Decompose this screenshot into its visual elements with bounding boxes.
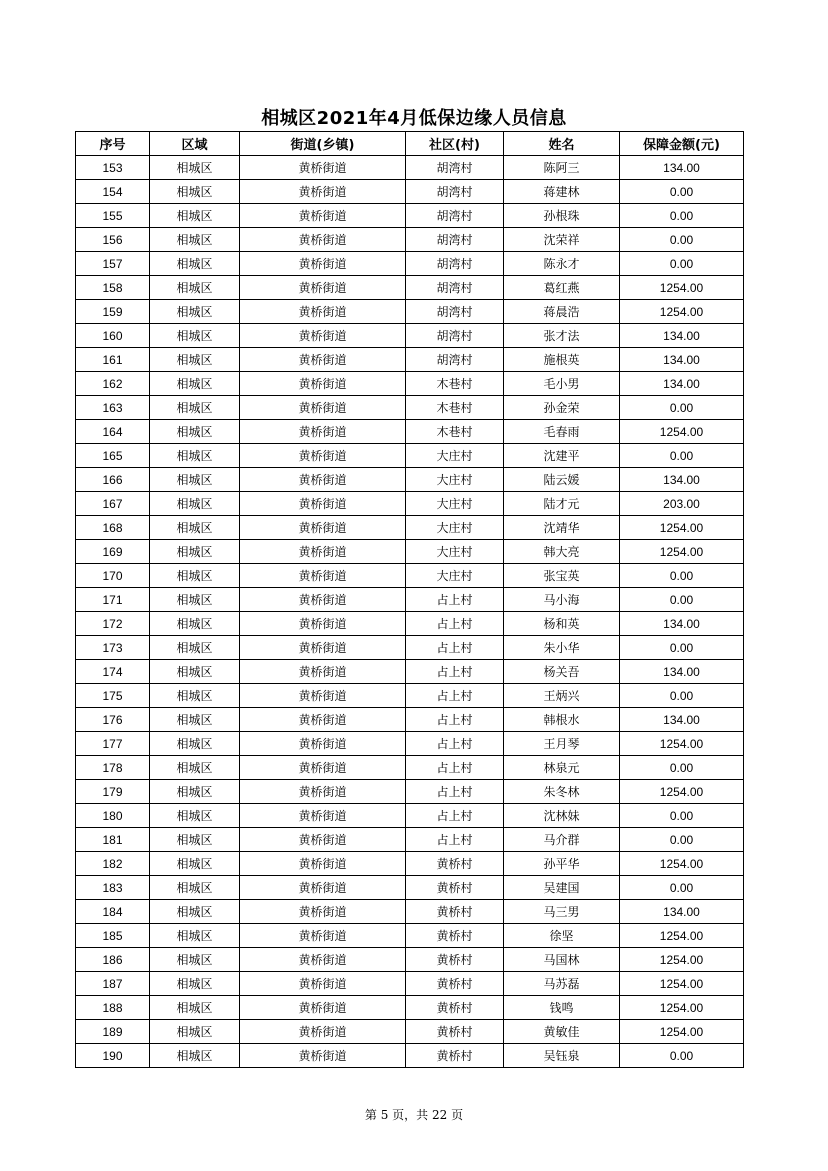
table-row: [76, 300, 744, 324]
table-row: [76, 876, 744, 900]
cell-community: 大庄村: [406, 492, 504, 516]
cell-community: 木巷村: [406, 372, 504, 396]
cell-amount: 0.00: [620, 828, 744, 852]
cell-serial: 164: [76, 420, 150, 444]
cell-street: 黄桥街道: [240, 324, 406, 348]
table-row: [76, 252, 744, 276]
cell-serial: 161: [76, 348, 150, 372]
cell-amount: 0.00: [620, 876, 744, 900]
table-row: [76, 828, 744, 852]
cell-district: 相城区: [150, 444, 240, 468]
cell-district: 相城区: [150, 1044, 240, 1068]
table-row: [76, 1044, 744, 1068]
cell-community: 大庄村: [406, 564, 504, 588]
cell-name: 陆才元: [504, 492, 620, 516]
cell-street: 黄桥街道: [240, 828, 406, 852]
cell-street: 黄桥街道: [240, 516, 406, 540]
cell-name: 孙金荣: [504, 396, 620, 420]
cell-district: 相城区: [150, 420, 240, 444]
cell-serial: 184: [76, 900, 150, 924]
cell-community: 黄桥村: [406, 852, 504, 876]
cell-name: 毛春雨: [504, 420, 620, 444]
cell-serial: 178: [76, 756, 150, 780]
cell-name: 蒋建林: [504, 180, 620, 204]
cell-amount: 0.00: [620, 444, 744, 468]
cell-community: 占上村: [406, 780, 504, 804]
table-row: [76, 540, 744, 564]
cell-street: 黄桥街道: [240, 804, 406, 828]
cell-district: 相城区: [150, 468, 240, 492]
cell-serial: 162: [76, 372, 150, 396]
cell-district: 相城区: [150, 372, 240, 396]
cell-name: 马三男: [504, 900, 620, 924]
cell-serial: 159: [76, 300, 150, 324]
cell-amount: 1254.00: [620, 1020, 744, 1044]
cell-community: 大庄村: [406, 444, 504, 468]
cell-community: 大庄村: [406, 516, 504, 540]
cell-street: 黄桥街道: [240, 180, 406, 204]
cell-name: 杨关吾: [504, 660, 620, 684]
cell-amount: 1254.00: [620, 540, 744, 564]
cell-community: 占上村: [406, 804, 504, 828]
cell-district: 相城区: [150, 204, 240, 228]
cell-serial: 188: [76, 996, 150, 1020]
cell-street: 黄桥街道: [240, 732, 406, 756]
table-row: [76, 708, 744, 732]
cell-community: 黄桥村: [406, 996, 504, 1020]
cell-amount: 134.00: [620, 900, 744, 924]
cell-community: 胡湾村: [406, 300, 504, 324]
cell-district: 相城区: [150, 348, 240, 372]
cell-district: 相城区: [150, 324, 240, 348]
cell-district: 相城区: [150, 684, 240, 708]
table-row: [76, 420, 744, 444]
header-district: 区域: [150, 132, 240, 156]
cell-district: 相城区: [150, 780, 240, 804]
cell-community: 胡湾村: [406, 180, 504, 204]
cell-amount: 1254.00: [620, 924, 744, 948]
cell-name: 孙根珠: [504, 204, 620, 228]
cell-amount: 0.00: [620, 1044, 744, 1068]
cell-district: 相城区: [150, 636, 240, 660]
cell-amount: 1254.00: [620, 516, 744, 540]
cell-street: 黄桥街道: [240, 372, 406, 396]
cell-name: 韩根水: [504, 708, 620, 732]
cell-amount: 134.00: [620, 708, 744, 732]
cell-serial: 180: [76, 804, 150, 828]
cell-amount: 0.00: [620, 588, 744, 612]
page-title: 相城区2021年4月低保边缘人员信息: [261, 108, 567, 129]
cell-district: 相城区: [150, 756, 240, 780]
cell-street: 黄桥街道: [240, 612, 406, 636]
cell-serial: 173: [76, 636, 150, 660]
cell-amount: 1254.00: [620, 972, 744, 996]
cell-district: 相城区: [150, 732, 240, 756]
cell-serial: 172: [76, 612, 150, 636]
cell-street: 黄桥街道: [240, 300, 406, 324]
header-amount: 保障金额(元): [620, 132, 744, 156]
cell-serial: 158: [76, 276, 150, 300]
cell-street: 黄桥街道: [240, 1020, 406, 1044]
cell-street: 黄桥街道: [240, 948, 406, 972]
table-row: [76, 924, 744, 948]
table-row: [76, 804, 744, 828]
cell-serial: 163: [76, 396, 150, 420]
cell-amount: 134.00: [620, 156, 744, 180]
cell-community: 黄桥村: [406, 900, 504, 924]
cell-district: 相城区: [150, 564, 240, 588]
cell-amount: 134.00: [620, 468, 744, 492]
cell-district: 相城区: [150, 900, 240, 924]
table-row: [76, 660, 744, 684]
cell-district: 相城区: [150, 228, 240, 252]
cell-community: 占上村: [406, 756, 504, 780]
cell-serial: 181: [76, 828, 150, 852]
cell-name: 马介群: [504, 828, 620, 852]
cell-amount: 1254.00: [620, 732, 744, 756]
cell-amount: 0.00: [620, 756, 744, 780]
cell-district: 相城区: [150, 972, 240, 996]
table-row: [76, 492, 744, 516]
table-row: [76, 756, 744, 780]
cell-street: 黄桥街道: [240, 420, 406, 444]
cell-serial: 166: [76, 468, 150, 492]
cell-street: 黄桥街道: [240, 204, 406, 228]
cell-street: 黄桥街道: [240, 276, 406, 300]
cell-amount: 0.00: [620, 804, 744, 828]
cell-community: 占上村: [406, 588, 504, 612]
cell-community: 大庄村: [406, 540, 504, 564]
header-community: 社区(村): [406, 132, 504, 156]
cell-amount: 0.00: [620, 564, 744, 588]
cell-street: 黄桥街道: [240, 1044, 406, 1068]
cell-district: 相城区: [150, 804, 240, 828]
cell-amount: 1254.00: [620, 948, 744, 972]
cell-community: 占上村: [406, 708, 504, 732]
cell-district: 相城区: [150, 660, 240, 684]
cell-street: 黄桥街道: [240, 252, 406, 276]
cell-community: 黄桥村: [406, 948, 504, 972]
cell-amount: 0.00: [620, 684, 744, 708]
cell-street: 黄桥街道: [240, 396, 406, 420]
table-row: [76, 972, 744, 996]
cell-community: 胡湾村: [406, 252, 504, 276]
page-footer: 第 5 页，共 22 页: [364, 1108, 464, 1122]
cell-serial: 165: [76, 444, 150, 468]
cell-name: 朱小华: [504, 636, 620, 660]
cell-name: 张宝英: [504, 564, 620, 588]
cell-street: 黄桥街道: [240, 444, 406, 468]
table-row: [76, 468, 744, 492]
cell-street: 黄桥街道: [240, 540, 406, 564]
cell-district: 相城区: [150, 156, 240, 180]
table-row: [76, 204, 744, 228]
cell-name: 葛红燕: [504, 276, 620, 300]
cell-amount: 1254.00: [620, 852, 744, 876]
cell-district: 相城区: [150, 996, 240, 1020]
cell-serial: 187: [76, 972, 150, 996]
table-row: [76, 372, 744, 396]
cell-community: 占上村: [406, 660, 504, 684]
table-row: [76, 324, 744, 348]
cell-community: 黄桥村: [406, 1044, 504, 1068]
cell-amount: 1254.00: [620, 780, 744, 804]
cell-name: 陆云媛: [504, 468, 620, 492]
cell-name: 蒋晨浩: [504, 300, 620, 324]
cell-street: 黄桥街道: [240, 996, 406, 1020]
cell-street: 黄桥街道: [240, 708, 406, 732]
cell-street: 黄桥街道: [240, 660, 406, 684]
header-name: 姓名: [504, 132, 620, 156]
cell-serial: 179: [76, 780, 150, 804]
cell-name: 陈永才: [504, 252, 620, 276]
cell-district: 相城区: [150, 1020, 240, 1044]
cell-street: 黄桥街道: [240, 636, 406, 660]
cell-community: 大庄村: [406, 468, 504, 492]
cell-serial: 189: [76, 1020, 150, 1044]
cell-street: 黄桥街道: [240, 588, 406, 612]
cell-serial: 155: [76, 204, 150, 228]
cell-district: 相城区: [150, 948, 240, 972]
cell-serial: 154: [76, 180, 150, 204]
cell-serial: 171: [76, 588, 150, 612]
table-row: [76, 948, 744, 972]
cell-district: 相城区: [150, 588, 240, 612]
cell-amount: 0.00: [620, 396, 744, 420]
cell-community: 黄桥村: [406, 876, 504, 900]
cell-name: 马小海: [504, 588, 620, 612]
cell-district: 相城区: [150, 828, 240, 852]
table-row: [76, 396, 744, 420]
cell-street: 黄桥街道: [240, 780, 406, 804]
cell-name: 毛小男: [504, 372, 620, 396]
cell-district: 相城区: [150, 516, 240, 540]
cell-serial: 185: [76, 924, 150, 948]
cell-amount: 134.00: [620, 348, 744, 372]
cell-name: 沈建平: [504, 444, 620, 468]
cell-name: 朱冬林: [504, 780, 620, 804]
cell-name: 韩大亮: [504, 540, 620, 564]
cell-amount: 0.00: [620, 180, 744, 204]
cell-street: 黄桥街道: [240, 684, 406, 708]
cell-amount: 134.00: [620, 612, 744, 636]
cell-street: 黄桥街道: [240, 156, 406, 180]
cell-amount: 0.00: [620, 204, 744, 228]
table-row: [76, 732, 744, 756]
cell-district: 相城区: [150, 396, 240, 420]
table-row: [76, 444, 744, 468]
cell-amount: 1254.00: [620, 996, 744, 1020]
table-row: [76, 348, 744, 372]
cell-community: 胡湾村: [406, 324, 504, 348]
cell-name: 钱鸣: [504, 996, 620, 1020]
cell-name: 王月琴: [504, 732, 620, 756]
cell-serial: 156: [76, 228, 150, 252]
cell-amount: 134.00: [620, 324, 744, 348]
cell-community: 占上村: [406, 684, 504, 708]
cell-community: 胡湾村: [406, 204, 504, 228]
cell-community: 黄桥村: [406, 972, 504, 996]
cell-district: 相城区: [150, 708, 240, 732]
cell-name: 黄敏佳: [504, 1020, 620, 1044]
table-row: [76, 684, 744, 708]
table-row: [76, 780, 744, 804]
roster-table: [75, 131, 744, 1068]
cell-amount: 0.00: [620, 636, 744, 660]
cell-serial: 186: [76, 948, 150, 972]
table-row: [76, 996, 744, 1020]
cell-amount: 0.00: [620, 252, 744, 276]
cell-serial: 157: [76, 252, 150, 276]
cell-street: 黄桥街道: [240, 972, 406, 996]
cell-district: 相城区: [150, 276, 240, 300]
cell-community: 胡湾村: [406, 156, 504, 180]
table-row: [76, 516, 744, 540]
cell-amount: 0.00: [620, 228, 744, 252]
cell-community: 木巷村: [406, 420, 504, 444]
cell-community: 占上村: [406, 732, 504, 756]
table-body: [76, 156, 744, 1068]
cell-name: 吴建国: [504, 876, 620, 900]
cell-community: 胡湾村: [406, 276, 504, 300]
cell-street: 黄桥街道: [240, 564, 406, 588]
cell-serial: 182: [76, 852, 150, 876]
header-street: 街道(乡镇): [240, 132, 406, 156]
cell-street: 黄桥街道: [240, 492, 406, 516]
cell-name: 沈荣祥: [504, 228, 620, 252]
table-row: [76, 852, 744, 876]
cell-street: 黄桥街道: [240, 900, 406, 924]
cell-serial: 167: [76, 492, 150, 516]
table-row: [76, 1020, 744, 1044]
table-row: [76, 180, 744, 204]
cell-district: 相城区: [150, 852, 240, 876]
cell-community: 占上村: [406, 636, 504, 660]
table-row: [76, 228, 744, 252]
cell-street: 黄桥街道: [240, 468, 406, 492]
cell-serial: 176: [76, 708, 150, 732]
cell-district: 相城区: [150, 492, 240, 516]
cell-serial: 153: [76, 156, 150, 180]
cell-name: 陈阿三: [504, 156, 620, 180]
cell-street: 黄桥街道: [240, 924, 406, 948]
cell-community: 木巷村: [406, 396, 504, 420]
cell-serial: 183: [76, 876, 150, 900]
cell-amount: 1254.00: [620, 420, 744, 444]
cell-serial: 169: [76, 540, 150, 564]
cell-serial: 190: [76, 1044, 150, 1068]
cell-street: 黄桥街道: [240, 852, 406, 876]
cell-amount: 1254.00: [620, 276, 744, 300]
cell-community: 占上村: [406, 828, 504, 852]
table-row: [76, 588, 744, 612]
cell-serial: 175: [76, 684, 150, 708]
cell-district: 相城区: [150, 252, 240, 276]
cell-name: 沈靖华: [504, 516, 620, 540]
cell-serial: 174: [76, 660, 150, 684]
cell-community: 胡湾村: [406, 348, 504, 372]
cell-name: 张才法: [504, 324, 620, 348]
cell-amount: 1254.00: [620, 300, 744, 324]
cell-name: 吴钰泉: [504, 1044, 620, 1068]
cell-name: 王炳兴: [504, 684, 620, 708]
cell-street: 黄桥街道: [240, 756, 406, 780]
cell-community: 黄桥村: [406, 924, 504, 948]
cell-district: 相城区: [150, 540, 240, 564]
cell-name: 马苏磊: [504, 972, 620, 996]
cell-district: 相城区: [150, 300, 240, 324]
cell-name: 林泉元: [504, 756, 620, 780]
cell-name: 徐坚: [504, 924, 620, 948]
cell-name: 沈林妹: [504, 804, 620, 828]
cell-street: 黄桥街道: [240, 876, 406, 900]
cell-serial: 170: [76, 564, 150, 588]
cell-community: 占上村: [406, 612, 504, 636]
cell-serial: 168: [76, 516, 150, 540]
table-row: [76, 564, 744, 588]
table-header-row: [76, 132, 744, 156]
cell-district: 相城区: [150, 924, 240, 948]
cell-name: 杨和英: [504, 612, 620, 636]
cell-street: 黄桥街道: [240, 228, 406, 252]
header-serial: 序号: [76, 132, 150, 156]
table-row: [76, 156, 744, 180]
cell-district: 相城区: [150, 180, 240, 204]
table-row: [76, 900, 744, 924]
cell-community: 黄桥村: [406, 1020, 504, 1044]
cell-district: 相城区: [150, 876, 240, 900]
table-row: [76, 612, 744, 636]
cell-serial: 160: [76, 324, 150, 348]
cell-community: 胡湾村: [406, 228, 504, 252]
cell-amount: 134.00: [620, 372, 744, 396]
cell-amount: 203.00: [620, 492, 744, 516]
cell-district: 相城区: [150, 612, 240, 636]
cell-name: 马国林: [504, 948, 620, 972]
cell-amount: 134.00: [620, 660, 744, 684]
table-row: [76, 636, 744, 660]
cell-name: 孙平华: [504, 852, 620, 876]
cell-street: 黄桥街道: [240, 348, 406, 372]
cell-serial: 177: [76, 732, 150, 756]
cell-name: 施根英: [504, 348, 620, 372]
table-row: [76, 276, 744, 300]
